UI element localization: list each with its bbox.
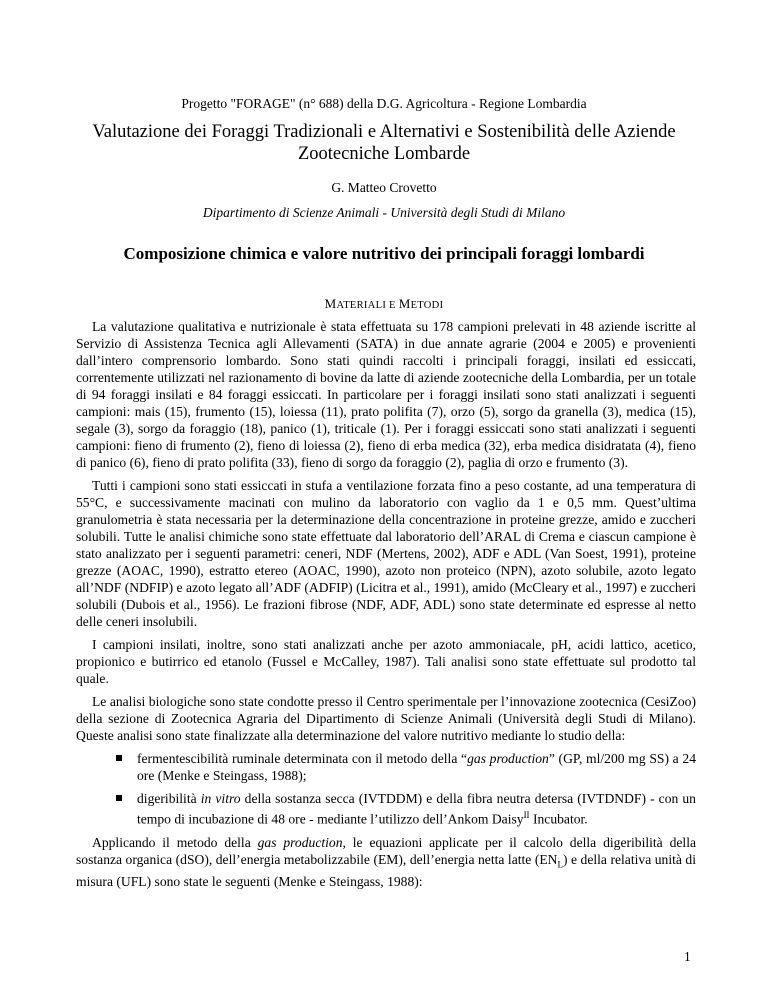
heading-text-2: ETODI: [410, 300, 444, 311]
bullet-2-text-b: della sostanza secca (IVTDDM) e della fibra neutra detersa (IVTDNDF) - con un tempo di incubazione di 48 ore - mediante l’utilizzo dell’Ankom Daisy: [137, 791, 696, 827]
paragraph-2: Tutti i campioni sono stati essiccati in stufa a ventilazione forzata fino a peso costante, ad una temperatura di 55°C, e successivamente macinati con mulino da laboratorio con vaglio da 1 e 0,5 mm. Quest’ultima granulometria è stata necessaria per la determinazione della concentrazione in proteine grezze, amido e zuccheri solubili. Tutte le analisi chimiche sono state effettuate dal laboratorio dell’ARAL di Crema e ciascun campione è stato analizzato per i seguenti parametri: ceneri, NDF (Mertens, 2002), ADF e ADL (Van Soest, 1991), proteine grezze (AOAC, 1990), estratto etereo (AOAC, 1990), azoto non proteico (NPN), azoto solubile, azoto legato all’NDF (NDFIP) e azoto legato all’ADF (ADFIP) (Licitra et al., 1991), amido (McCleary et al., 1997) e zuccheri solubili (Dubois et al., 1956). Le frazioni fibrose (NDF, ADF, ADL) sono state determinate ed espresse al netto delle ceneri insolubili.: [76, 478, 696, 629]
bullet-item-digeribilita: [76, 790, 696, 828]
paragraph-5: [76, 834, 696, 891]
bullet-2-superscript: II: [523, 810, 530, 820]
author-name: G. Matteo Crovetto: [331, 180, 437, 195]
paragraph-5-text-c: ) e della relativa unità di misura (UFL) sono state le seguenti (Menke e Steingass, 1988):: [76, 851, 696, 890]
paragraph-1: La valutazione qualitativa e nutrizionale è stata effettuata su 178 campioni prelevati in 48 aziende iscritte al Servizio di Assistenza Tecnica agli Allevamenti (SATA) in due annate agrarie (2004 e 2005) e provenienti dall’intero comprensorio lombardo. Sono stati quindi raccolti i principali foraggi, insilati ed essiccati, correntemente utilizzati nel razionamento di bovine da latte di aziende zootecniche della Lombardia, per un totale di 94 foraggi insilati e 84 foraggi essiccati. In particolare per i foraggi insilati sono stati analizzati i seguenti campioni: mais (15), frumento (15), loiessa (11), prato polifita (7), orzo (5), sorgo da granella (3), medica (15), segale (3), sorgo da foraggio (18), panico (1), triticale (1). Per i foraggi essiccati sono stati analizzati i seguenti campioni: fieno di frumento (2), fieno di loiessa (2), fieno di erba medica (32), erba medica disidratata (4), fieno di panico (6), fieno di prato polifita (33), fieno di sorgo da foraggio (2), paglia di orzo e frumento (3).: [76, 319, 696, 470]
page-number: 1: [684, 949, 691, 964]
body-text: [76, 318, 696, 896]
bullet-2-italic: in vitro: [200, 791, 241, 806]
bullet-2-text-a: digeribilità: [137, 791, 201, 806]
paragraph-3: I campioni insilati, inoltre, sono stati analizzati anche per azoto ammoniacale, pH, acidi lattico, acetico, propionico e butirrico ed etanolo (Fussel e McCalley, 1987). Tali analisi sono state effettuate sul prodotto tal quale.: [76, 637, 696, 686]
paragraph-5-text-a: Applicando il metodo della: [92, 834, 258, 850]
section-heading: [0, 296, 768, 312]
author-affiliation: Dipartimento di Scienze Animali - Università degli Studi di Milano: [202, 205, 566, 220]
bullet-1-text-b: ” (GP, ml/200 mg SS) a 24 ore (Menke e Steingass, 1988);: [137, 751, 696, 783]
project-line: Progetto "FORAGE" (n° 688) della D.G. Agricoltura - Regione Lombardia: [181, 96, 587, 111]
bullet-2-text-c: Incubator.: [529, 811, 588, 827]
heading-cap-m: M: [324, 296, 337, 311]
heading-text-1: ATERIALI E: [336, 300, 399, 311]
bullet-item-gas-production: [76, 750, 696, 784]
paragraph-5-text-b: , le equazioni applicate per il calcolo della digeribilità della sostanza organica (dSO), dell’energia metabolizzabile (EM), dell’energia netta latte (EN: [76, 834, 696, 867]
bullet-square-icon: [116, 795, 122, 801]
bullet-list: [76, 750, 696, 828]
section-title: Composizione chimica e valore nutritivo dei principali foraggi lombardi: [123, 244, 645, 263]
heading-cap-m2: M: [398, 296, 411, 311]
paragraph-5-italic: gas production: [257, 834, 343, 850]
paragraph-4: Le analisi biologiche sono state condotte presso il Centro sperimentale per l’innovazione zootecnica (CesiZoo) della sezione di Zootecnica Agraria del Dipartimento di Scienze Animali (Università degli Studi di Milano). Queste analisi sono state finalizzate alla determinazione del valore nutritivo mediante lo studio della:: [76, 694, 696, 743]
paragraph-5-subscript: L: [557, 859, 563, 870]
bullet-square-icon: [116, 755, 122, 761]
bullet-1-text-a: fermentescibilità ruminale determinata con il metodo della “: [137, 751, 468, 766]
document-title: Valutazione dei Foraggi Tradizionali e Alternativi e Sostenibilità delle Aziende Zootecniche Lombarde: [92, 122, 676, 164]
bullet-1-italic: gas production: [467, 751, 549, 766]
